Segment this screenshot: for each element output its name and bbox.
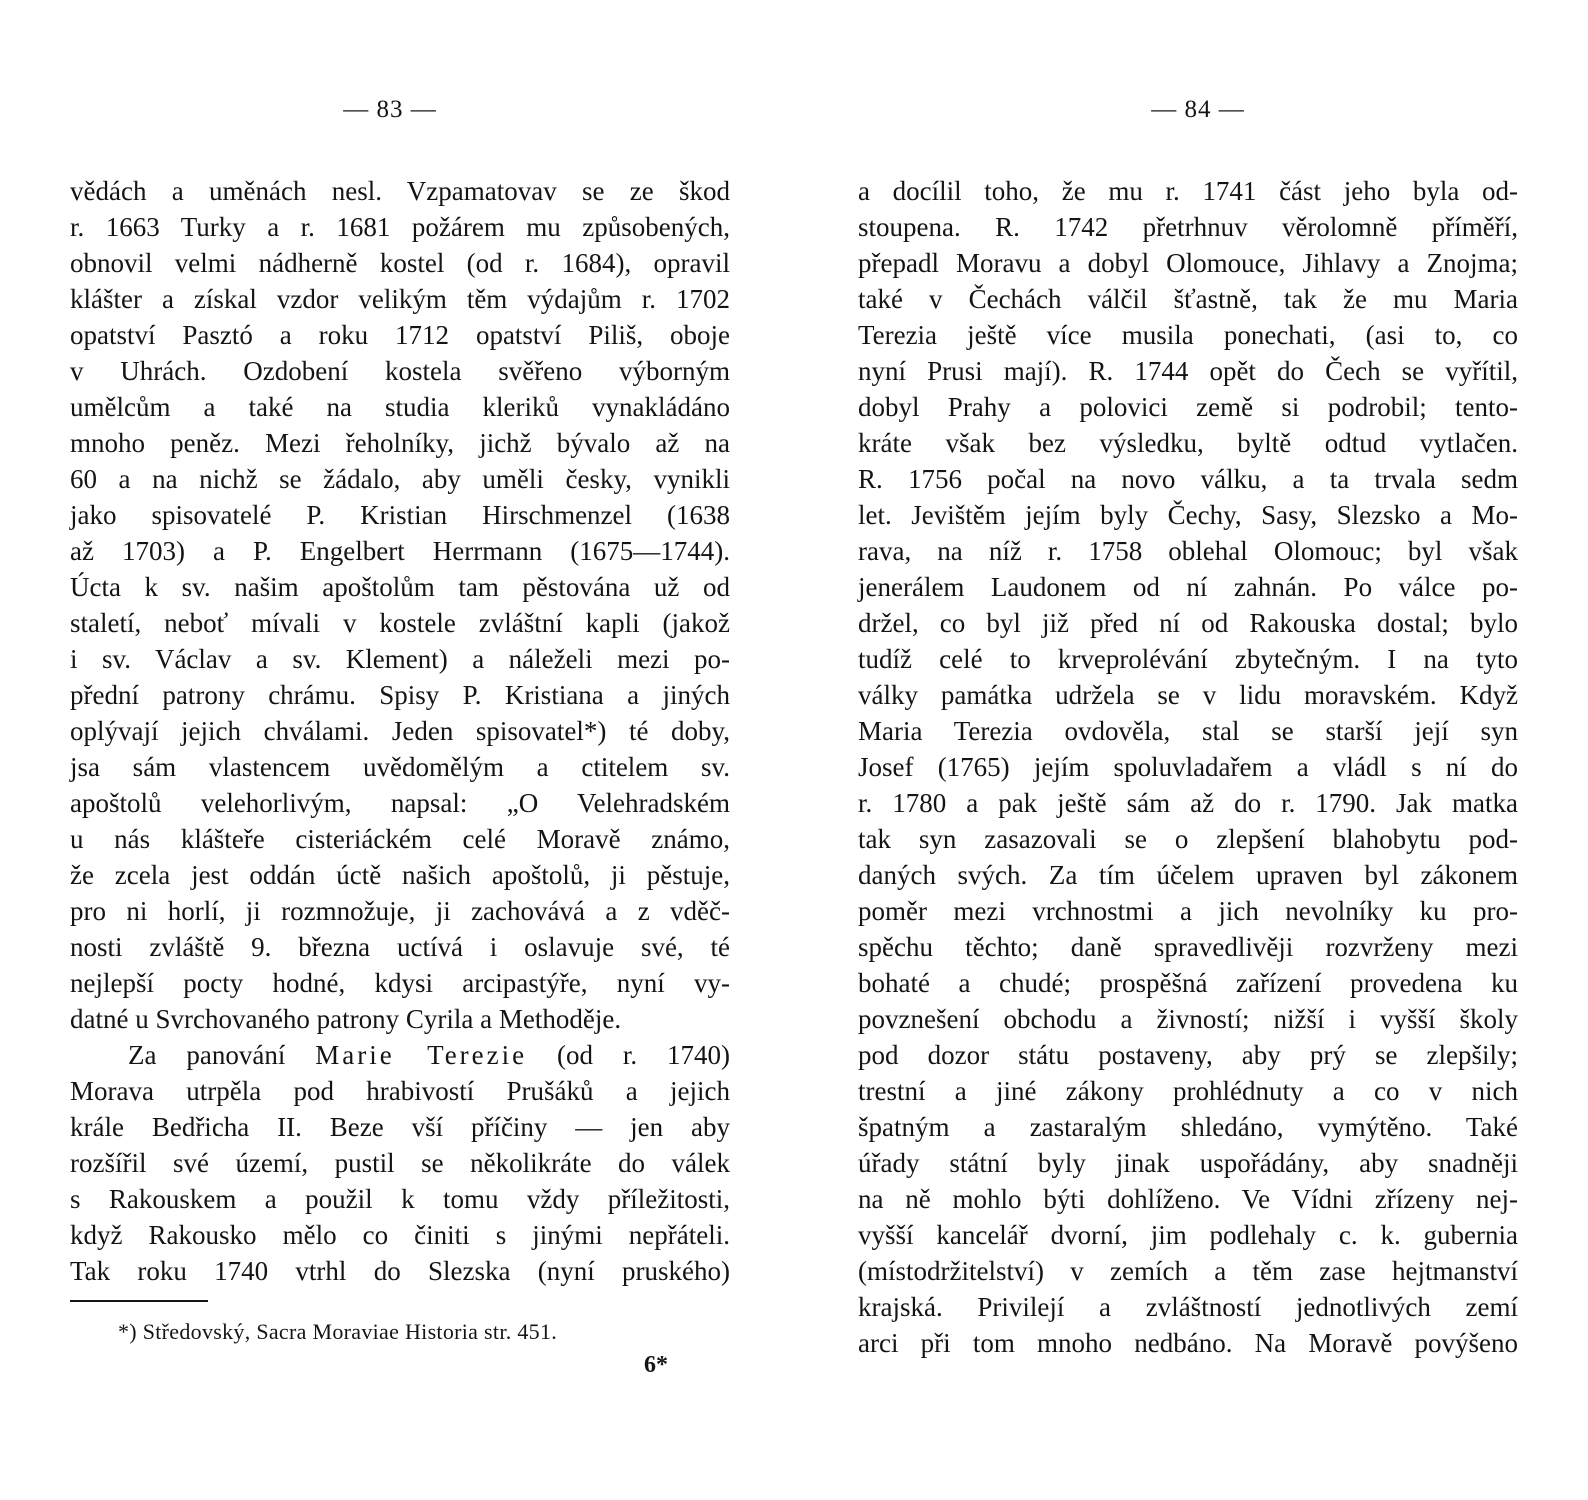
text-line: i sv. Václav a sv. Klement) a náleželi mezi po- (70, 644, 730, 674)
text-line: tudíž celé to krveprolévání zbytečným. I na tyto (858, 644, 1518, 674)
text-line: stoupena. R. 1742 přetrhnuv věrolomně příměří, (858, 212, 1518, 242)
text-line: úřady státní byly jinak uspořádány, aby snadněji (858, 1148, 1518, 1178)
text-line: v Uhrách. Ozdobení kostela svěřeno výborným (70, 356, 730, 386)
text-line: 60 a na nichž se žádalo, aby uměli česky, vynikli (70, 464, 730, 494)
text-line: vyšší kancelář dvorní, jim podlehaly c. k. gubernia (858, 1220, 1518, 1250)
text-line: krajská. Privilejí a zvláštností jednotlivých zemí (858, 1292, 1518, 1322)
left-page (70, 0, 730, 1500)
text-line: tak syn zasazovali se o zlepšení blahobytu pod- (858, 824, 1518, 854)
text-line: Maria Terezia ovdověla, stal se starší její syn (858, 716, 1518, 746)
text-line: arci při tom mnoho nedbáno. Na Moravě povýšeno (858, 1328, 1518, 1358)
text-line: rozšířil své území, pustil se několikráte do válek (70, 1148, 730, 1178)
text-line: pod dozor státu postaveny, aby prý se zlepšily; (858, 1040, 1518, 1070)
text-line: s Rakouskem a použil k tomu vždy příležitosti, (70, 1184, 730, 1214)
text-line: Josef (1765) jejím spoluvladařem a vládl s ní do (858, 752, 1518, 782)
text-line: Úcta k sv. našim apoštolům tam pěstována už od (70, 572, 730, 602)
text-line: spěchu těchto; daně spravedlivěji rozvrženy mezi (858, 932, 1518, 962)
text-line: Tak roku 1740 vtrhl do Slezska (nyní pruského) (70, 1256, 730, 1286)
footnote: *) Středovský, Sacra Moraviae Historia str. 451. (118, 1319, 558, 1344)
text-line: staletí, neboť mívali v kostele zvláštní kapli (jakož (70, 608, 730, 638)
text-line: že zcela jest oddán úctě našich apoštolů, ji pěstuje, (70, 860, 730, 890)
left-page-text (70, 173, 730, 1289)
left-page-number: — 83 — (343, 96, 437, 123)
text-line: nejlepší pocty hodné, kdysi arcipastýře, nyní vy- (70, 968, 730, 998)
text-line: (místodržitelství) v zemích a těm zase hejtmanství (858, 1256, 1518, 1286)
text-line: Terezia ještě více musila ponechati, (asi to, co (858, 320, 1518, 350)
text-line: daných svých. Za tím účelem upraven byl zákonem (858, 860, 1518, 890)
text-line: špatným a zastaralým shledáno, vymýtěno. Také (858, 1112, 1518, 1142)
text-line: mnoho peněz. Mezi řeholníky, jichž bývalo až na (70, 428, 730, 458)
right-page-number: — 84 — (1151, 96, 1245, 123)
text-line: vědách a uměnách nesl. Vzpamatovav se ze škod (70, 176, 730, 206)
text-line: r. 1780 a pak ještě sám až do r. 1790. Jak matka (858, 788, 1518, 818)
text-line: oplývají jejich chválami. Jeden spisovatel*) té doby, (70, 716, 730, 746)
text-line: nyní Prusi mají). R. 1744 opět do Čech se vyřítil, (858, 356, 1518, 386)
text-line: u nás klášteře cisteriáckém celé Moravě známo, (70, 824, 730, 854)
text-line: dobyl Prahy a polovici země si podrobil; tento- (858, 392, 1518, 422)
text-line: na ně mohlo býti dohlíženo. Ve Vídni zřízeny nej- (858, 1184, 1518, 1214)
text-line: také v Čechách válčil šťastně, tak že mu Maria (858, 284, 1518, 314)
text-line: poměr mezi vrchnostmi a jich nevolníky ku pro- (858, 896, 1518, 926)
text-line: pro ni horlí, ji rozmnožuje, ji zachovává a z vděč- (70, 896, 730, 926)
right-page (858, 0, 1518, 1500)
text-line: Morava utrpěla pod hrabivostí Prušáků a jejich (70, 1076, 730, 1106)
text-line: války památka udržela se v lidu moravském. Když (858, 680, 1518, 710)
text-line: bohaté a chudé; prospěšná zařízení provedena ku (858, 968, 1518, 998)
text-line: opatství Pasztó a roku 1712 opatství Piliš, oboje (70, 320, 730, 350)
text-line: povznešení obchodu a živností; nižší i vyšší školy (858, 1004, 1518, 1034)
text-line: klášter a získal vzdor velikým těm výdajům r. 1702 (70, 284, 730, 314)
signature-mark: 6* (644, 1352, 668, 1378)
text-line: umělcům a také na studia kleriků vynakládáno (70, 392, 730, 422)
text-line: trestní a jiné zákony prohlédnuty a co v nich (858, 1076, 1518, 1106)
text-line: r. 1663 Turky a r. 1681 požárem mu způsobených, (70, 212, 730, 242)
emphasized-name: Marie Terezie (315, 1040, 528, 1070)
text-line: jenerálem Laudonem od ní zahnán. Po válce po- (858, 572, 1518, 602)
text-line: datné u Svrchovaného patrony Cyrila a Methoděje. (70, 1004, 622, 1034)
text-line: nosti zvláště 9. března uctívá i oslavuje své, té (70, 932, 730, 962)
text-line: přední patrony chrámu. Spisy P. Kristiana a jiných (70, 680, 730, 710)
text-line: držel, co byl již před ní od Rakouska dostal; bylo (858, 608, 1518, 638)
text-line: rava, na níž r. 1758 oblehal Olomouc; byl však (858, 536, 1518, 566)
text-line: krále Bedřicha II. Beze vší příčiny — jen aby (70, 1112, 730, 1142)
text-line: když Rakousko mělo co činiti s jinými nepřáteli. (70, 1220, 730, 1250)
text-line: jako spisovatelé P. Kristian Hirschmenzel (1638 (70, 500, 730, 530)
text-line: přepadl Moravu a dobyl Olomouce, Jihlavy a Znojma; (858, 248, 1518, 278)
text-line: až 1703) a P. Engelbert Herrmann (1675—1744). (70, 536, 730, 566)
text-line: let. Jevištěm jejím byly Čechy, Sasy, Slezsko a Mo- (858, 500, 1518, 530)
right-page-text (858, 173, 1518, 1361)
footnote-divider (70, 1300, 208, 1302)
text-line: apoštolů velehorlivým, napsal: „O Velehradském (70, 788, 730, 818)
text-line: kráte však bez výsledku, byltě odtud vytlačen. (858, 428, 1518, 458)
text-line: obnovil velmi nádherně kostel (od r. 1684), opravil (70, 248, 730, 278)
text-line: R. 1756 počal na novo válku, a ta trvala sedm (858, 464, 1518, 494)
paragraph-start-line: Za panování Marie Terezie (od r. 1740) (128, 1040, 731, 1070)
text-line: jsa sám vlastencem uvědomělým a ctitelem sv. (70, 752, 730, 782)
text-line: a docílil toho, že mu r. 1741 část jeho byla od- (858, 176, 1518, 206)
